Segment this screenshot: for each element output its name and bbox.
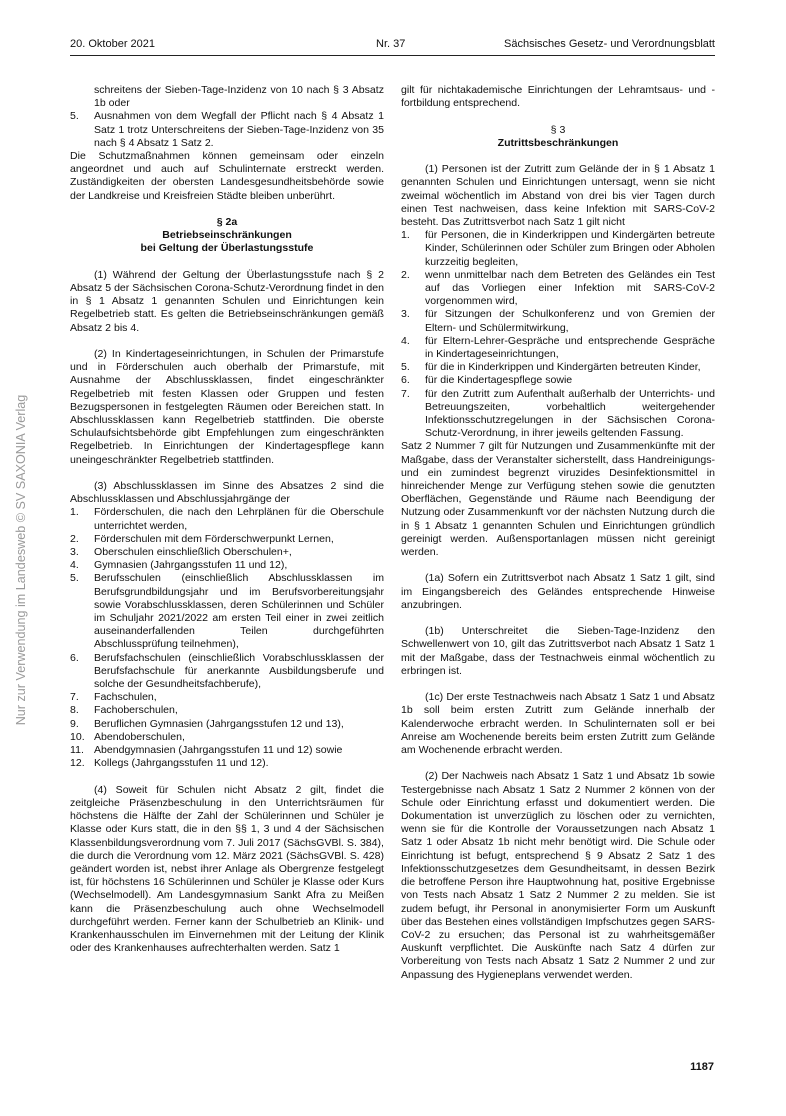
list-item-number: 5. [70,110,79,123]
list-item-number: 7. [70,691,79,704]
list-item-text: Fachoberschulen, [94,704,178,717]
right-column [401,84,715,982]
paragraph-3-1: (1) Personen ist der Zutritt zum Gelände der in § 1 Absatz 1 genannten Schulen und Einrichtungen untersagt, wenn sie nicht zweimal wöchentlich im Abstand von drei bis vier Tagen durch einen Test nachweisen, dass keine Infektion mit SARS-CoV-2 besteht. Das Zutrittsverbot nach Satz 1 gilt nicht [401,163,715,228]
list-item [70,506,384,532]
page-header [70,38,715,54]
list-item-number: 4. [70,559,79,572]
list-item-number: 4. [401,334,410,347]
list-item [401,388,715,441]
list-item-text: für die in Kinderkrippen und Kindergärten betreuten Kinder, [425,361,701,374]
list-item-number: 5. [70,572,79,585]
paragraph-3-1b: (1b) Unterschreitet die Sieben-Tage-Inzidenz den Schwellenwert von 10, gilt das Zutrittsverbot nach Absatz 1 Satz 1 mit der Maßgabe, dass der Testnachweis einmal wöchentlich zu erbringen ist. [401,625,715,677]
list-item-text: Berufsschulen (einschließlich Abschlussklassen im Berufsgrundbildungsjahr und im Berufsvorbereitungsjahr sowie Vorabschlussklassen, deren Schülerinnen und Schüler im Schuljahr 2021/2022 am ersten Teil einer in zwei zeitlich auseinanderfallenden Teilen durchgeführten Abschlussprüfung teilnehmen), [94,572,384,651]
list-item [70,731,384,744]
list-item-number: 12. [70,757,85,770]
list-item [70,572,384,651]
abschlussklassen-list [70,506,384,770]
list-item-text: Kollegs (Jahrgangsstufen 11 und 12). [94,757,269,770]
list-item [70,744,384,757]
list-item-text: Förderschulen mit dem Förderschwerpunkt Lernen, [94,532,334,545]
list-item-number: 3. [401,308,410,321]
paragraph-2a-1: (1) Während der Geltung der Überlastungsstufe nach § 2 Absatz 5 der Sächsischen Corona-Schutz-Verordnung findet in den in § 1 Absatz 1 genannten Schulen und Einrichtungen kein Regelbetrieb statt. Es gelten die Betriebseinschränkungen gemäß Absatz 2 bis 4. [70,268,384,334]
list-item-number: 7. [401,387,410,400]
list-item-number: 1. [401,229,410,242]
list-item-text: Beruflichen Gymnasien (Jahrgangsstufen 12 und 13), [94,717,344,730]
page-number: 1187 [690,1061,714,1073]
paragraph-2a-4: (4) Soweit für Schulen nicht Absatz 2 gilt, findet die zeitgleiche Präsenzbeschulung in den Unterrichtsräumen für höchstens die Hälfte der Zahl der Schülerinnen und Schüler je Klasse oder Kurs statt, die in den §§ 1, 3 und 4 der Sächsischen Klassenbildungsverordnung vom 7. Juli 2017 (SächsGVBl. S. 384), die durch die Verordnung vom 12. März 2021 (SächsGVBl. S. 428) geändert worden ist, nebst ihrer Anlage als Obergrenze festgelegt ist, für höchstens 16 Schülerinnen und Schüler je Klasse oder Kurs (Wechselmodell). Am Landesgymnasium Sankt Afra zu Meißen kann die Präsenzbeschulung auch ohne Wechselmodell durchgeführt werden. Ferner kann der Schulbetrieb an Klinik- und Krankenhausschulen im Einvernehmen mit der Leitung der Klinik oder des Krankenhauses aufrechterhalten werden. Satz 1 [70,783,384,955]
list-item-text: für die Kindertagespflege sowie [425,374,573,387]
side-watermark-text: Nur zur Verwendung im Landesweb © SV SAXONIA Verlag [14,394,28,726]
paragraph-2a-3-intro: (3) Abschlussklassen im Sinne des Absatzes 2 sind die Abschlussklassen und Abschlussjahrgänge der [70,480,384,506]
paragraph-2a-2: (2) In Kindertageseinrichtungen, in Schulen der Primarstufe und in Förderschulen auch oberhalb der Primarstufe, mit Ausnahme der Abschlussklassen, findet eingeschränkter Regelbetrieb mit festen Klassen oder Gruppen und festen Bezugspersonen in festgelegten Räumen oder Bereichen statt. In Abschlussklassen kann Regelbetrieb stattfinden. Die oberste Schulaufsichtsbehörde gibt Empfehlungen zum eingeschränkten Regelbetrieb. In Einrichtungen der Kindertagespflege kann uneingeschränkter Regelbetrieb stattfinden. [70,348,384,466]
list-item-text: Fachschulen, [94,691,157,704]
list-item [70,110,384,150]
list-item-number: 1. [70,506,79,519]
paragraph-schutzmassnahmen: Die Schutzmaßnahmen können gemeinsam oder einzeln angeordnet und auch auf Schulinternate erstreckt werden. Zuständigkeiten der obersten Landesgesundheitsbehörde sowie der Landkreise und Kreisfreien Städte bleiben unberührt. [70,150,384,202]
list-item-number: 5. [401,361,410,374]
zutritt-exception-list [401,229,715,440]
paragraph-3-1-tail: Satz 2 Nummer 7 gilt für Nutzungen und Zusammenkünfte mit der Maßgabe, dass der Veranstalter sicherstellt, dass Handreinigungs- und ein zumindest begrenzt viruzides Desinfektionsmittel in hinreichender Menge zur Verfügung stehen sowie die genutzten Oberflächen, Gegenstände und Räume nach Beendigung der Nutzung oder Zusammenkunft vor der nächsten Nutzung durch die in § 1 Absatz 1 genannten Schulen und Einrichtungen gründlich gereinigt werden. Außensportanlagen müssen nicht gereinigt werden. [401,440,715,559]
paragraph-3-1a: (1a) Sofern ein Zutrittsverbot nach Absatz 1 Satz 1 gilt, sind im Eingangsbereich des Geländes entsprechende Hinweise anzubringen. [401,572,715,611]
list-item-number: 6. [70,651,79,664]
list-item-text: Ausnahmen von dem Wegfall der Pflicht nach § 4 Absatz 1 Satz 1 trotz Unterschreitens der Sieben-Tage-Inzidenz von 35 nach § 4 Absatz 1 Satz 2. [94,110,384,149]
list-item-text: wenn unmittelbar nach dem Betreten des Geländes ein Test auf das Vorliegen einer Infektion mit SARS-CoV-2 vorgenommen wird, [425,268,715,308]
side-watermark [10,380,32,740]
section-title-2a-line1: Betriebseinschränkungen [162,229,292,242]
left-column [70,84,384,955]
list-item [70,718,384,731]
section-title-2a-line2: bei Geltung der Überlastungsstufe [140,242,314,255]
list-item-text: Gymnasien (Jahrgangsstufen 11 und 12), [94,559,288,572]
list-item-number: 10. [70,730,85,743]
list-item-number: 3. [70,546,79,559]
list-item [70,757,384,770]
list-item [401,308,715,334]
section-title-3: Zutrittsbeschränkungen [497,136,619,149]
list-item-number: 9. [70,717,79,730]
list-item-text: Förderschulen, die nach den Lehrplänen für die Oberschule unterrichtet werden, [94,506,384,532]
list-item-number: 11. [70,744,84,757]
list-item-text: Oberschulen einschließlich Oberschulen+, [94,546,292,559]
list-item [401,335,715,361]
header-publication: Sächsisches Gesetz- und Verordnungsblatt [504,38,715,50]
list-item [70,652,384,692]
continued-paragraph-text: gilt für nichtakademische Einrichtungen der Lehramtsaus- und -fortbildung entsprechend. [401,84,715,110]
list-item [401,361,715,374]
list-item [70,546,384,559]
section-number-3: § 3 [550,123,566,136]
header-date: 20. Oktober 2021 [70,38,156,50]
header-issue-number: Nr. 37 [376,38,406,50]
list-item-text: für Personen, die in Kinderkrippen und Kindergärten betreute Kinder, Schülerinnen oder Schüler zum Bringen oder Abholen kurzzeitig begleiten, [425,229,715,268]
list-item-number: 2. [70,532,79,545]
list-item-text: für Sitzungen der Schulkonferenz und von Gremien der Eltern- und Schülermitwirkung, [425,308,715,334]
list-item [70,533,384,546]
list-item [401,229,715,269]
list-item-text: Berufsfachschulen (einschließlich Vorabschlussklassen der Berufsfachschule für anerkannte Ausbildungsberufe und solche der Gesundheitsfachberufe), [94,651,384,691]
list-item [70,559,384,572]
paragraph-3-2: (2) Der Nachweis nach Absatz 1 Satz 1 und Absatz 1b sowie Testergebnisse nach Absatz 1 Satz 2 Nummer 2 können von der Schule oder Einrichtung erfasst und dokumentiert werden. Die Dokumentation ist unverzüglich zu löschen oder zu vernichten, wenn sie für die Kontrolle der Voraussetzungen nach Absatz 1 Satz 1 oder Absatz 1b nicht mehr benötigt wird. Die Schule oder Einrichtung ist befugt, entsprechend § 9 Absatz 2 Satz 1 des Infektionsschutzgesetzes dem Gesundheitsamt, in dessen Bezirk die betroffene Person ihre Hauptwohnung hat, positive Ergebnisse von Tests nach Absatz 1 Satz 2 Nummer 2 zu melden. Sie ist zudem befugt, ihr Personal in anonymisierter Form um Auskunft über das Bestehen eines vollständigen Impfschutzes gegen SARS-CoV-2 zu ersuchen; das Personal ist zu wahrheitsgemäßer Auskunft verpflichtet. Die Auskünfte nach Satz 4 dürfen zur Vorbereitung von Tests nach Absatz 1 Satz 2 Nummer 2 und zur Anpassung des Hygieneplans verwendet werden. [401,770,715,981]
list-item [401,269,715,309]
list-item [70,691,384,704]
list-item-number: 6. [401,374,410,387]
continued-item-text: schreitens der Sieben-Tage-Inzidenz von 10 nach § 3 Absatz 1b oder [94,84,384,110]
paragraph-3-1c: (1c) Der erste Testnachweis nach Absatz 1 Satz 1 und Absatz 1b soll beim ersten Zutritt zum Gelände innerhalb der Kalenderwoche erbracht werden. In Schulinternaten soll er bei Anreise am Wochenende bereits beim ersten Zutritt zum Gelände am Wochenende erbracht werden. [401,691,715,757]
header-rule [70,55,715,56]
list-item-number: 2. [401,268,410,281]
list-item-text: Abendoberschulen, [94,730,185,743]
list-item [401,374,715,387]
list-item-text: Abendgymnasien (Jahrgangsstufen 11 und 12) sowie [94,744,343,757]
list-item [70,704,384,717]
section-number-2a: § 2a [216,216,238,229]
list-item-text: für den Zutritt zum Aufenthalt außerhalb der Unterrichts- und Betreuungszeiten, vorbehaltlich weitergehender Infektionsschutzregelungen in der Sächsischen Corona-Schutz-Verordnung, in ihrer jeweils geltenden Fassung. [425,387,715,440]
list-item-text: für Eltern-Lehrer-Gespräche und entsprechende Gespräche in Kindertageseinrichtungen, [425,334,715,361]
list-item-number: 8. [70,704,79,717]
